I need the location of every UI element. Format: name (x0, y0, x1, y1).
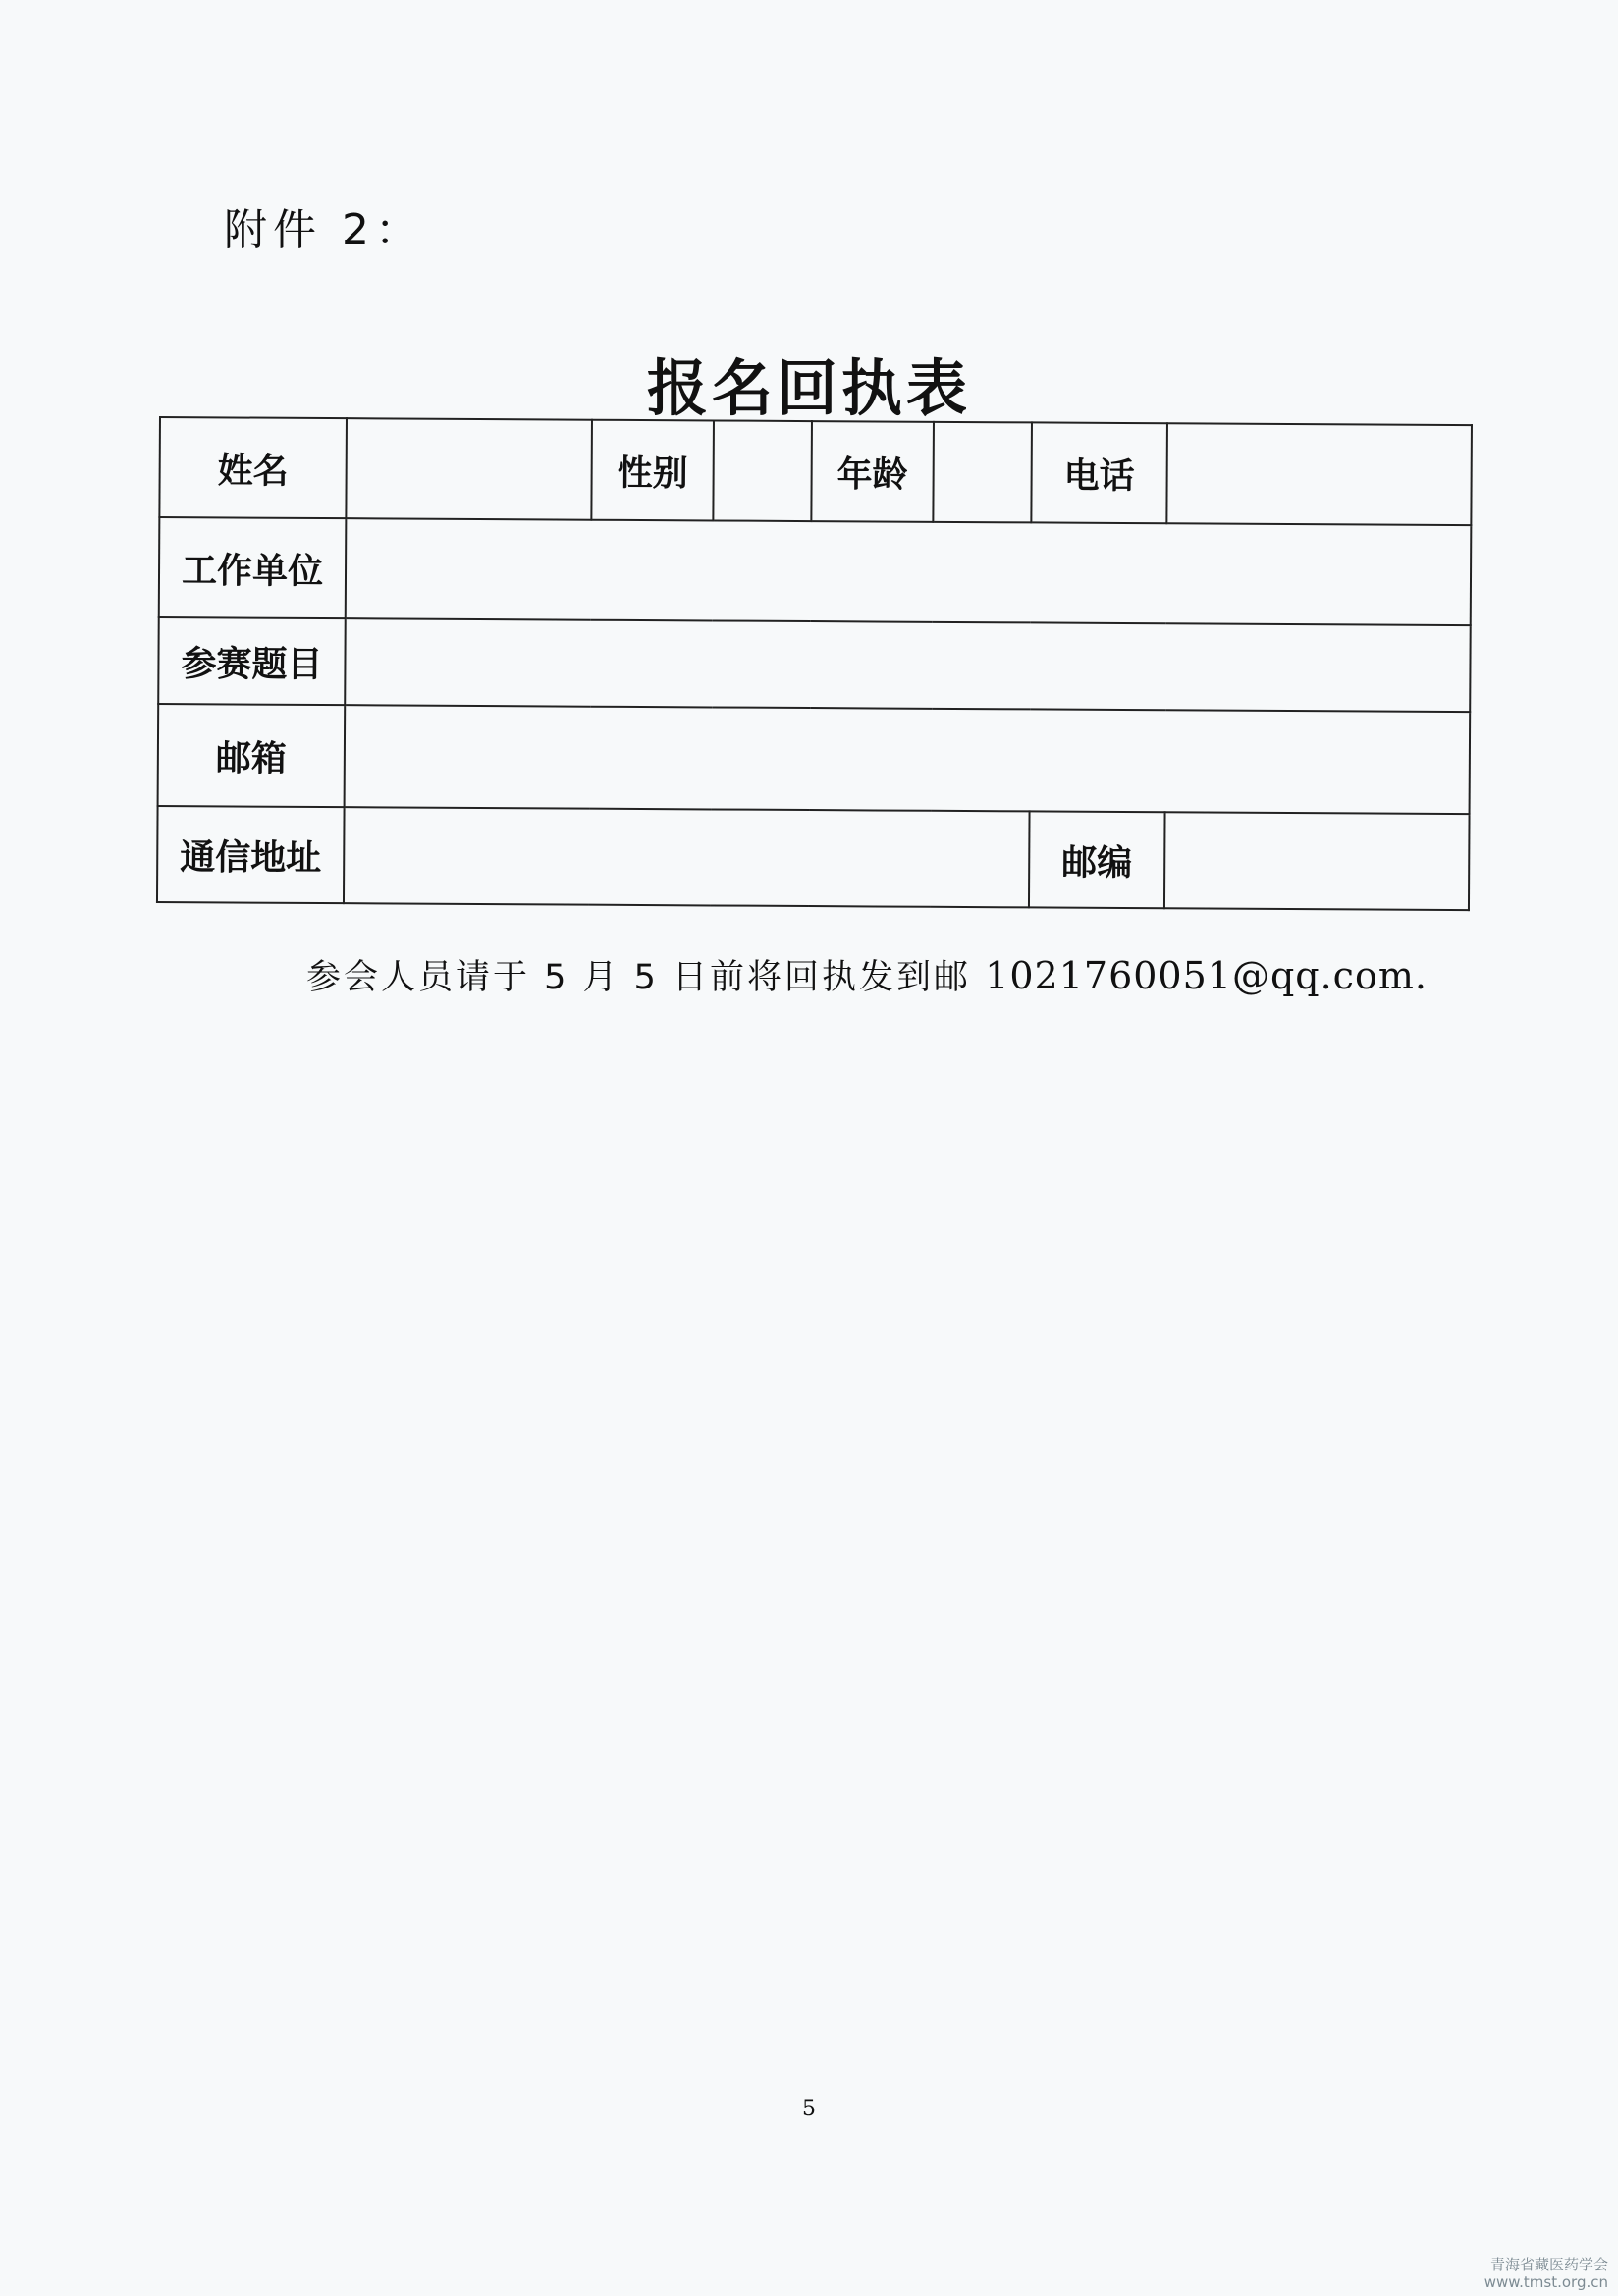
postcode-label: 邮编 (1029, 811, 1165, 908)
topic-field[interactable] (345, 618, 1471, 712)
submission-note (306, 950, 1428, 999)
contact-email: 1021760051@qq.com. (985, 954, 1428, 997)
phone-field[interactable] (1166, 423, 1472, 525)
work-unit-label: 工作单位 (159, 517, 347, 618)
name-label: 姓名 (159, 417, 347, 518)
address-label: 通信地址 (157, 806, 345, 903)
watermark-org: 青海省藏医药学会 (1489, 2256, 1608, 2273)
registration-form-table (156, 416, 1473, 911)
form-title: 报名回执表 (646, 352, 971, 424)
table-row (158, 617, 1471, 712)
age-field[interactable] (933, 422, 1032, 523)
note-text: 参会人员请于 5 月 5 日前将回执发到邮 (306, 958, 972, 997)
table-row (159, 417, 1472, 525)
attachment-label: 附件 2： (224, 205, 424, 255)
postcode-field[interactable] (1164, 812, 1470, 910)
gender-field[interactable] (713, 420, 812, 521)
age-label: 年龄 (811, 421, 934, 522)
topic-label: 参赛题目 (158, 617, 346, 705)
work-unit-field[interactable] (346, 518, 1472, 625)
email-field[interactable] (345, 705, 1471, 814)
watermark-url: www.tmst.org.cn (1483, 2273, 1608, 2291)
page-number: 5 (802, 2097, 816, 2121)
address-field[interactable] (344, 807, 1030, 907)
email-label: 邮箱 (158, 704, 346, 807)
name-field[interactable] (346, 418, 592, 520)
phone-label: 电话 (1031, 422, 1167, 523)
table-row (157, 806, 1470, 910)
table-row (159, 517, 1472, 625)
table-row (158, 704, 1471, 814)
watermark (1484, 2256, 1608, 2291)
gender-label: 性别 (591, 420, 714, 521)
